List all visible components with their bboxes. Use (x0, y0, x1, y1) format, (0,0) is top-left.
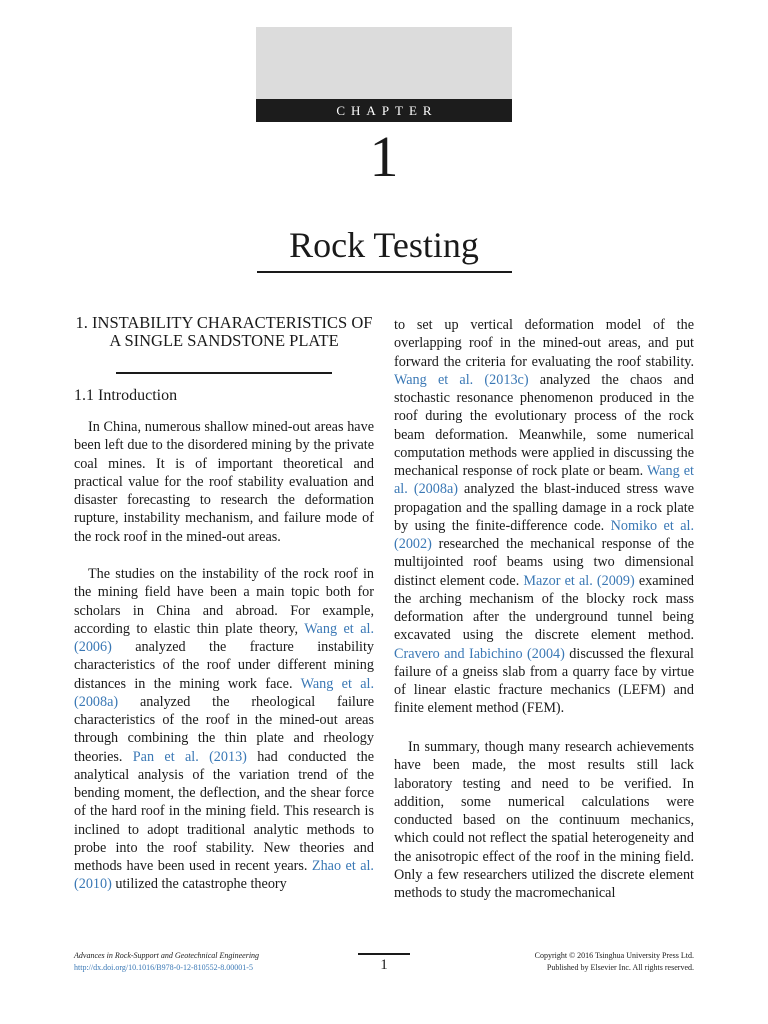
chapter-header-box (256, 27, 512, 99)
paragraph-text: analyzed the rheological failure characteristics of the roof in the mined-out areas through combining the thin plate and rheology theories. (74, 693, 374, 765)
citation-link[interactable]: Wang et al. (2013c) (394, 371, 529, 388)
citation-link[interactable]: Nomiko et al. (2002) (394, 517, 695, 552)
copyright-text: Copyright © 2016 Tsinghua University Press Ltd. (534, 951, 694, 960)
paragraph-summary: In summary, though many research achievements have been made, the most results still lack laboratory testing and need to be verified. In addition, some numerical calculations were conducted based on the continuum mechanics, which could not reflect the spatial heterogeneity and the anisotropic effect of the roof in the mining field. Only a few researchers utilized the discrete element methods to study the macromechanical (394, 739, 694, 901)
paragraph-text: The studies on the instability of the rock roof in the mining field have been a main topic both for scholars in China and abroad. For example, according to elastic thin plate theory, (74, 566, 374, 637)
book-title: Advances in Rock-Support and Geotechnical Engineering (74, 951, 260, 960)
chapter-label: CHAPTER (256, 99, 512, 122)
footer-book-info (74, 950, 259, 974)
paragraph-text: examined the arching mechanism of the blocky rock mass deformation after the underground tunnel being excavated using the discrete element method. (394, 572, 694, 644)
paragraph-text: analyzed the chaos and stochastic resonance phenomenon produced in the roof during the evolutionary process of the rock beam deformation. Meanwhile, some numerical computation methods were applied in discussing the mechanical response of rock plate or beam. (394, 371, 694, 479)
subsection-heading: 1.1 Introduction (74, 387, 178, 404)
paragraph-text: analyzed the blast-induced stress wave propagation and the spalling damage in a rock plate by using the finite-difference code. (394, 481, 694, 534)
citation-link[interactable]: Pan et al. (2013) (132, 748, 247, 765)
paragraph-text: had conducted the analytical analysis of the variation trend of the bending moment, the deflection, and the shear force of the hard roof in the mining field. This research is inclined to adopt traditional analytic methods to probe into the roof stability. New theories and methods have been used in recent years. (74, 748, 374, 874)
citation-link[interactable]: Wang et al. (2006) (74, 620, 375, 655)
paragraph-intro-2 (74, 565, 374, 894)
publisher-text: Published by Elsevier Inc. All rights reserved. (546, 963, 694, 972)
citation-link[interactable]: Mazor et al. (2009) (523, 572, 635, 589)
section-heading: 1. INSTABILITY CHARACTERISTICS OF A SINGLE SANDSTONE PLATE (75, 313, 373, 350)
citation-link[interactable]: Cravero and Iabichino (2004) (394, 645, 565, 662)
paragraph-text: utilized the catastrophe theory (111, 876, 287, 893)
footer-copyright (535, 950, 694, 974)
doi-link[interactable]: http://dx.doi.org/10.1016/B978-0-12-810552-8.00001-5 (74, 963, 253, 972)
paragraph-text: researched the mechanical response of the multijointed roof beams using two dimensional distinct element code. (394, 536, 694, 589)
citation-link[interactable]: Wang et al. (2008a) (74, 675, 375, 710)
paragraph-intro-1: In China, numerous shallow mined-out areas have been left due to the disordered mining by the private coal mines. It is of important theoretical and practical value for the roof stability evaluation and disaster forecasting to research the deformation rupture, instability mechanism, and failure mode of the rock roof in the mined-out areas. (74, 419, 374, 545)
citation-link[interactable]: Wang et al. (2008a) (394, 463, 694, 498)
title-divider (257, 271, 512, 273)
paragraph-text: to set up vertical deformation model of the overlapping roof in the mined-out areas, and put forward the criteria for evaluating the roof stability. (394, 317, 694, 370)
page-number: 1 (380, 957, 388, 973)
chapter-number: 1 (369, 124, 399, 189)
section-divider (116, 372, 332, 374)
footer-divider (358, 953, 410, 955)
citation-link[interactable]: Zhao et al. (2010) (74, 858, 374, 893)
paragraph-text: discussed the flexural failure of a gneiss slab from a quarry face by virtue of linear elastic fracture mechanics (LEFM) and finite element method (FEM). (394, 645, 694, 717)
paragraph-text: analyzed the fracture instability characteristics of the roof under different mining distances in the mining work face. (74, 639, 374, 692)
paragraph-intro-2-continued (394, 316, 694, 718)
chapter-title: Rock Testing (289, 225, 479, 265)
